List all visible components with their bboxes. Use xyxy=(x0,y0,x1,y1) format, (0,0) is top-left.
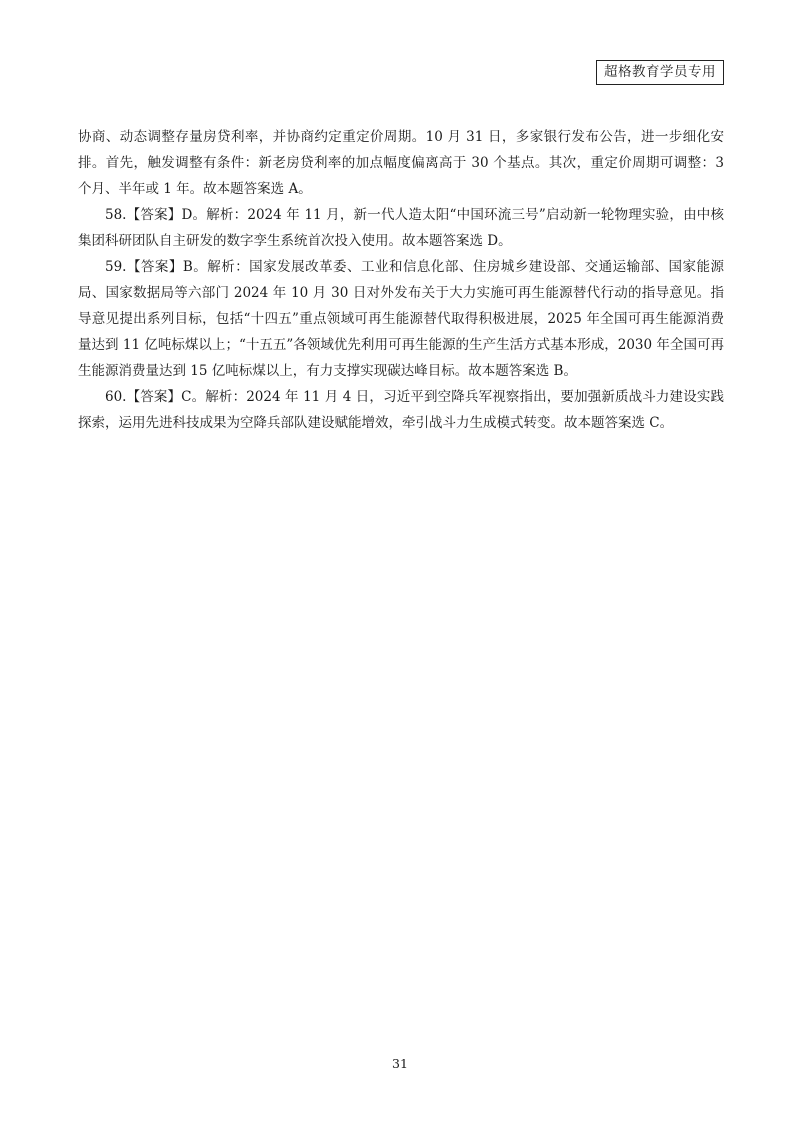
page-number: 31 xyxy=(392,1056,408,1071)
document-body xyxy=(78,124,724,436)
answer-59: 59.【答案】B。解析：国家发展改革委、工业和信息化部、住房城乡建设部、交通运输部、国家能源局、国家数据局等六部门 2024 年 10 月 30 日对外发布关于大力实施可再生能源替代行动的指导意见。指导意见提出系列目标，包括“十四五”重点领域可再生能源替代取得积极进展，2025 年全国可再生能源消费量达到 11 亿吨标煤以上；“十五五”各领域优先利用可再生能源的生产生活方式基本形成，2030 年全国可再生能源消费量达到 15 亿吨标煤以上，有力支撑实现碳达峰目标。故本题答案选 B。 xyxy=(78,259,724,379)
answer-58: 58.【答案】D。解析：2024 年 11 月，新一代人造太阳“中国环流三号”启动新一轮物理实验，由中核集团科研团队自主研发的数字孪生系统首次投入使用。故本题答案选 D。 xyxy=(78,207,724,249)
header-badge: 超格教育学员专用 xyxy=(596,60,724,85)
paragraph-57-continuation: 协商、动态调整存量房贷利率，并协商约定重定价周期。10 月 31 日，多家银行发布公告，进一步细化安排。首先，触发调整有条件：新老房贷利率的加点幅度偏离高于 30 个基点。其次，重定价周期可调整：3 个月、半年或 1 年。故本题答案选 A。 xyxy=(78,129,724,197)
answer-60: 60.【答案】C。解析：2024 年 11 月 4 日，习近平到空降兵军视察指出，要加强新质战斗力建设实践探索，运用先进科技成果为空降兵部队建设赋能增效，牵引战斗力生成模式转变。故本题答案选 C。 xyxy=(78,389,724,431)
